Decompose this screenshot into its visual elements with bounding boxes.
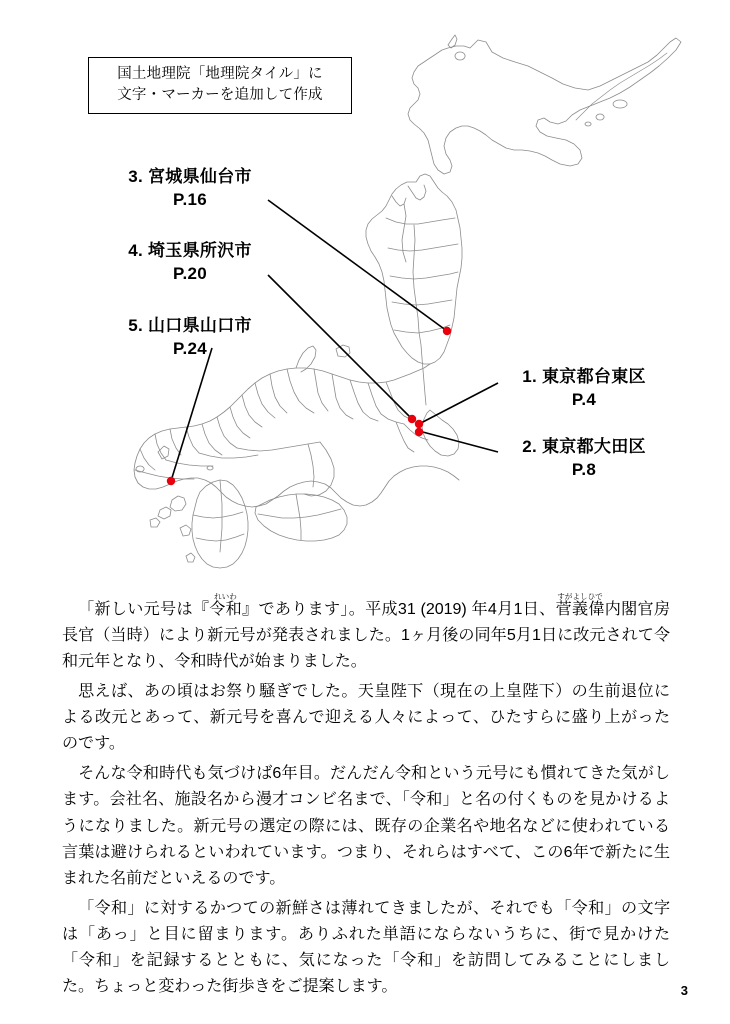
map-callout-tokorozawa-page: P.20 [173, 263, 207, 283]
marker-taito [415, 420, 423, 428]
marker-yamaguchi [167, 477, 175, 485]
map-callout-tokorozawa-label: 4. 埼玉県所沢市 [128, 241, 252, 260]
marker-sendai [443, 327, 451, 335]
map-callout-sendai-label: 3. 宮城県仙台市 [128, 167, 252, 186]
marker-ota [415, 428, 423, 436]
map-callout-ota-label: 2. 東京都大田区 [522, 437, 646, 456]
map-callout-tokorozawa [98, 240, 282, 286]
map-callout-sendai [98, 166, 282, 212]
paragraph-1-seg-c: 内閣官房長官（当時）により新元号が発表されました。1ヶ月後の同年5月1日に改元されて令和元年となり、令和時代が始まりました。 [62, 600, 670, 671]
map-callout-taito [504, 366, 664, 412]
map-callout-taito-page: P.4 [571, 389, 597, 409]
paragraph-1-seg-a: 「新しい元号は『 [78, 600, 210, 618]
leader-line-1 [419, 383, 498, 424]
ruby-suga-yoshihide [555, 592, 605, 618]
paragraph-4: 「令和」に対するかつての新鮮さは薄れてきましたが、それでも「令和」の文字は「あっ」と目に留まります。ありふれた単語にならないうちに、街で見かけた「令和」を記録するとともに、気になった「令和」を訪問してみることにしました。ちょっと変わった街歩きをご提案します。 [62, 898, 670, 995]
marker-tokorozawa [408, 415, 416, 423]
map-source-note [88, 57, 352, 114]
map-callout-ota-page: P.8 [571, 459, 597, 479]
ruby-reiwa [209, 592, 243, 618]
leader-line-4 [268, 275, 412, 419]
ruby-reiwa-base: 令和 [209, 600, 243, 618]
paragraph-2: 思えば、あの頃はお祭り騒ぎでした。天皇陛下（現在の上皇陛下）の生前退位による改元とあって、新元号を喜んで迎える人々によって、ひたすらに盛り上がったのです。 [62, 682, 670, 753]
paragraph-1-seg-b: 』であります」。平成31 (2019) 年4月1日、 [242, 600, 556, 618]
map-callout-ota [504, 436, 664, 482]
page-number: 3 [680, 983, 688, 998]
leader-line-5 [171, 348, 212, 481]
map-callout-yamaguchi-label: 5. 山口県山口市 [128, 316, 252, 335]
map-callout-yamaguchi [98, 315, 282, 361]
map-callout-sendai-page: P.16 [173, 189, 207, 209]
map-source-note-line2: 文字・マーカーを追加して作成 [117, 87, 323, 104]
ruby-suga-base: 菅義偉 [555, 600, 605, 618]
ruby-reiwa-reading: れいわ [209, 592, 242, 601]
paragraph-3: そんな令和時代も気づけば6年目。だんだん令和という元号にも慣れてきた気がします。会社名、施設名から漫才コンビ名まで、「令和」と名の付くものを見かけるようになりました。新元号の選定の際には、既存の企業名や地名などに使われている言葉は避けられるといわれています。つまり、それらはすべて、この6年で新たに生まれた名前だといえるのです。 [62, 764, 670, 887]
map-callout-taito-label: 1. 東京都台東区 [522, 367, 646, 386]
leader-line-3 [268, 200, 447, 331]
ruby-suga-reading: すがよしひで [555, 592, 605, 601]
map-source-note-line1: 国土地理院「地理院タイル」に [117, 66, 323, 82]
paragraph-1 [62, 592, 670, 674]
map-callout-yamaguchi-page: P.24 [173, 338, 207, 358]
article-body [62, 592, 670, 999]
leader-line-2 [419, 431, 498, 452]
